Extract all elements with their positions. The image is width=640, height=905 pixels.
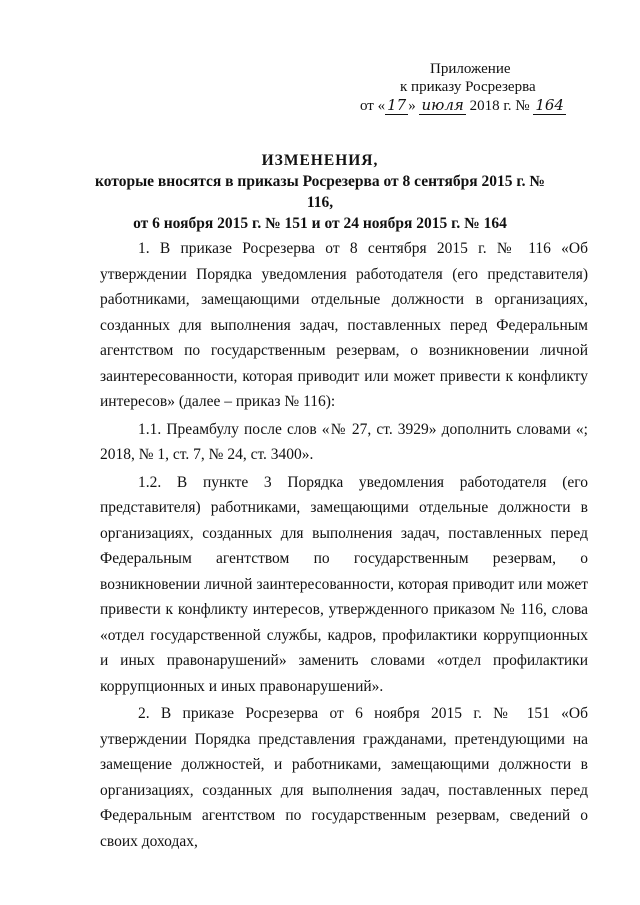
- appendix-block: [360, 60, 610, 115]
- paragraph-2: 2. В приказе Росрезерва от 6 ноября 2015 г. № 151 «Об утверждении Порядка представления гражданами, претендующими на замещение должностей, и работниками, замещающими должности в организациях, созданных для выполнения задач, поставленных перед Федеральным агентством по государственным резервам, сведений о своих доходах,: [100, 705, 588, 850]
- title-line-3: от 6 ноября 2015 г. № 151 и от 24 ноября 2015 г. № 164: [133, 215, 507, 232]
- handwritten-number: 164: [535, 96, 564, 114]
- date-mid: »: [408, 98, 416, 114]
- appendix-label: Приложение: [430, 61, 511, 77]
- title-line-2: которые вносятся в приказы Росрезерва от 8 сентября 2015 г. № 116,: [95, 173, 545, 211]
- appendix-order-ref: к приказу Росрезерва: [400, 79, 536, 95]
- document-body: [100, 236, 588, 854]
- paragraph-1-2: 1.2. В пункте 3 Порядка уведомления работодателя (его представителя) работниками, замещающими отдельные должности в организациях, созданных для выполнения задач, поставленных перед Федеральным агентством по государственным резервам, о возникновении личной заинтересованности, которая приводит или может привести к конфликту интересов, утвержденного приказом № 116, слова «отдел государственной службы, кадров, профилактики коррупционных и иных правонарушений» заменить словами «отдел профилактики коррупционных и иных правонарушений».: [100, 473, 588, 695]
- paragraph-1-1: 1.1. Преамбулу после слов «№ 27, ст. 3929» дополнить словами «; 2018, № 1, ст. 7, № 24, ст. 3400».: [100, 420, 588, 463]
- date-suffix: 2018 г. №: [469, 98, 530, 114]
- appendix-date-line: [360, 96, 610, 115]
- paragraph-1: 1. В приказе Росрезерва от 8 сентября 2015 г. № 116 «Об утверждении Порядка уведомления работодателя (его представителя) работниками, замещающими отдельные должности в организациях, созданных для выполнения задач, поставленных перед Федеральным агентством по государственным резервам, о возникновении личной заинтересованности, которая приводит или может привести к конфликту интересов» (далее – приказ № 116):: [100, 240, 588, 410]
- document-title: [90, 150, 550, 234]
- date-prefix: от «: [360, 98, 386, 114]
- title-heading: ИЗМЕНЕНИЯ,: [261, 152, 379, 169]
- handwritten-day: 17: [387, 96, 407, 114]
- handwritten-month: июля: [421, 96, 464, 114]
